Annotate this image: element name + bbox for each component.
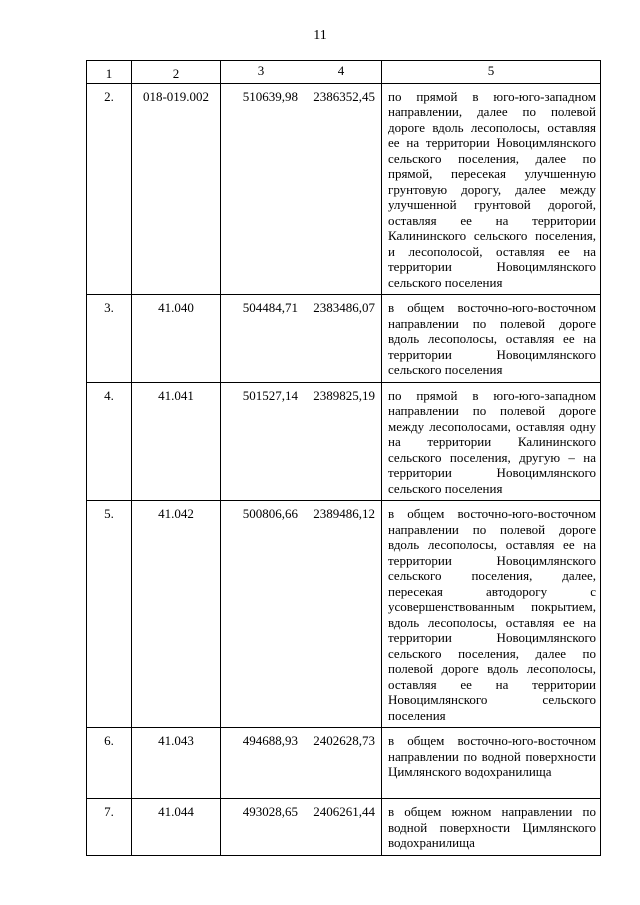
table-row <box>87 83 601 295</box>
point-code: 41.044 <box>132 799 221 856</box>
coord-x: 504484,71 <box>221 295 302 383</box>
table-row <box>87 501 601 728</box>
point-code: 41.040 <box>132 295 221 383</box>
boundary-table <box>86 60 601 856</box>
header-col-5: 5 <box>382 61 601 84</box>
coord-y: 2386352,45 <box>301 83 382 295</box>
coord-x: 510639,98 <box>221 83 302 295</box>
boundary-description: по прямой в юго-юго-западном направлении, далее по полевой дороге вдоль лесополосы, оставляя ее на территории Новоцимлянского сельского поселения, далее по прямой, пересекая улучшенную грунтовую дорогу, далее между улучшенной грунтовой дорогой, оставляя ее на территории Калининского сельского поселения, и лесополосой, оставляя ее на территории Новоцимлянского сельского поселения <box>382 83 601 295</box>
row-number: 7. <box>87 799 132 856</box>
header-col-3: 3 <box>221 61 302 84</box>
coord-x: 500806,66 <box>221 501 302 728</box>
point-code: 41.041 <box>132 382 221 501</box>
coord-y: 2389486,12 <box>301 501 382 728</box>
header-col-1: 1 <box>87 61 132 84</box>
boundary-description: в общем южном направлении по водной поверхности Цимлянского водохранилища <box>382 799 601 856</box>
coord-y: 2402628,73 <box>301 728 382 799</box>
coord-x: 493028,65 <box>221 799 302 856</box>
table-row <box>87 799 601 856</box>
point-code: 018-019.002 <box>132 83 221 295</box>
row-number: 3. <box>87 295 132 383</box>
point-code: 41.042 <box>132 501 221 728</box>
table-row <box>87 295 601 383</box>
boundary-description: в общем восточно-юго-восточном направлении по полевой дороге вдоль лесополосы, оставляя ее на территории Новоцимлянского сельского поселения, далее, пересекая автодорогу с усовершенствованным покрытием, вдоль лесополосы, оставляя ее на территории Новоцимлянского сельского поселения, далее по полевой дороге вдоль лесополосы, оставляя ее на территории Новоцимлянского сельского поселения <box>382 501 601 728</box>
row-number: 5. <box>87 501 132 728</box>
table-row <box>87 382 601 501</box>
row-number: 6. <box>87 728 132 799</box>
point-code: 41.043 <box>132 728 221 799</box>
table-row <box>87 728 601 799</box>
coord-y: 2383486,07 <box>301 295 382 383</box>
boundary-description: в общем восточно-юго-восточном направлении по полевой дороге вдоль лесополосы, оставляя ее на территории Новоцимлянского сельского поселения <box>382 295 601 383</box>
page-number: 11 <box>313 28 327 43</box>
coord-x: 494688,93 <box>221 728 302 799</box>
coord-y: 2389825,19 <box>301 382 382 501</box>
header-col-4: 4 <box>301 61 382 84</box>
boundary-description: по прямой в юго-юго-западном направлении по полевой дороге между лесополосами, оставляя одну на территории Калининского сельского поселения, другую – на территории Новоцимлянского сельского поселения <box>382 382 601 501</box>
coord-x: 501527,14 <box>221 382 302 501</box>
row-number: 2. <box>87 83 132 295</box>
header-col-2: 2 <box>132 61 221 84</box>
header-row <box>87 61 601 84</box>
coord-y: 2406261,44 <box>301 799 382 856</box>
row-number: 4. <box>87 382 132 501</box>
boundary-description: в общем восточно-юго-восточном направлении по водной поверхности Цимлянского водохранилища <box>382 728 601 799</box>
